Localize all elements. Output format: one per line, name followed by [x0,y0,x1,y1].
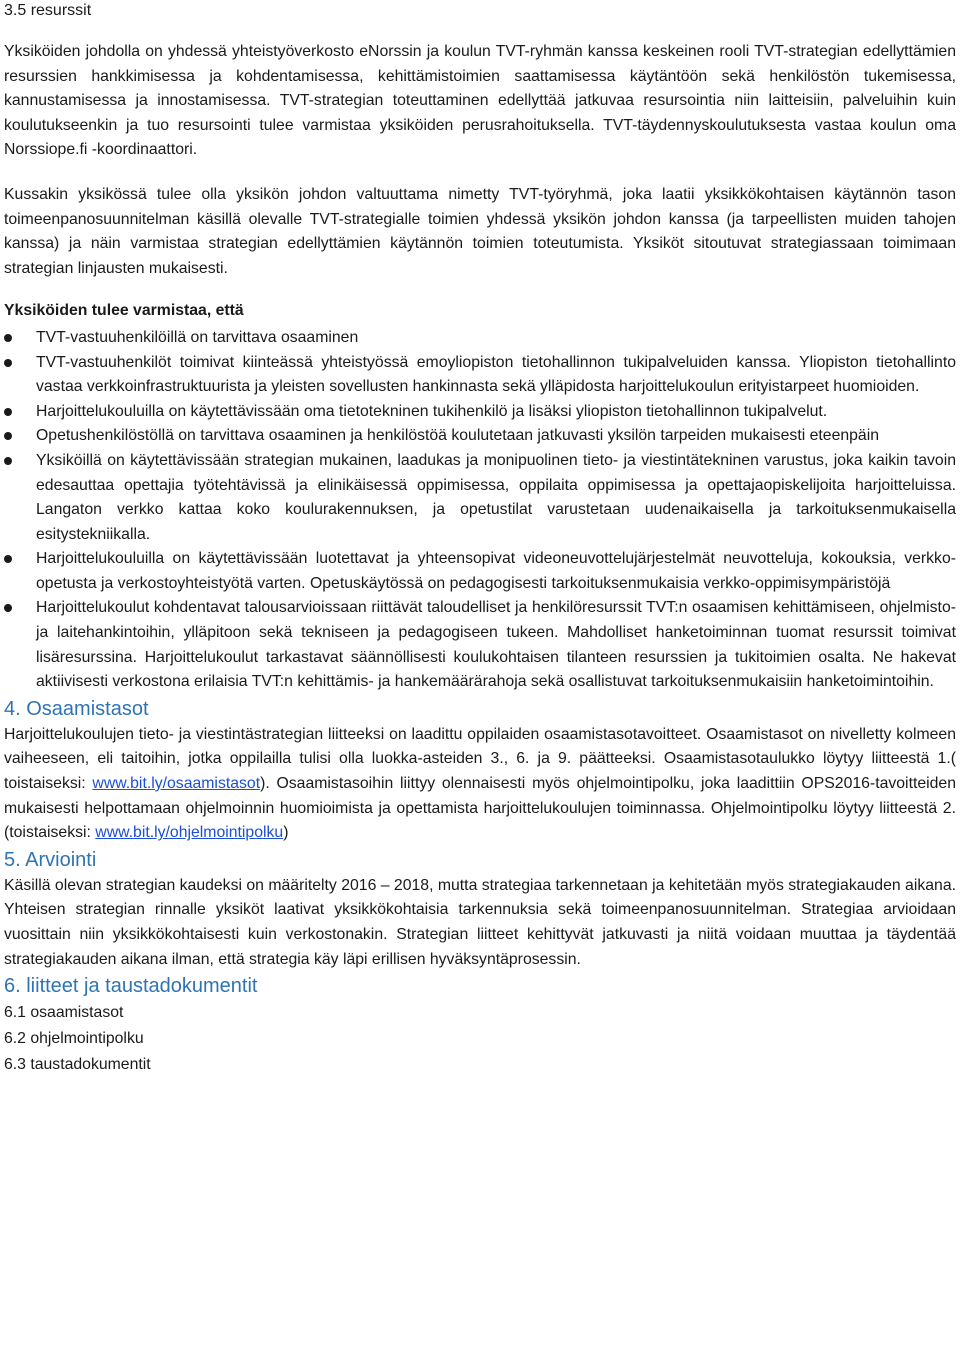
ohjelmointipolku-link[interactable]: www.bit.ly/ohjelmointipolku [95,824,284,842]
osaamistasot-paragraph [4,723,956,846]
section-heading-arviointi: 5. Arviointi [4,848,97,871]
osaamistasot-text-b: ). Osaamistasoihin liittyy olennaisesti myös ohjelmointipolku, joka laadittiin OPS2016-tavoitteiden mukaisesti helpottamaan ohjelmoinnin huomioimista ja opettamista harjoittelukoulujen toiminnassa. Ohjelmointipolku löytyy liitteestä 2. (toistaiseksi: [4,775,956,842]
bullet-icon [4,604,12,612]
attachment-item: 6.3 taustadokumentit [4,1056,151,1074]
attachment-item: 6.1 osaamistasot [4,1004,124,1022]
list-item [4,547,956,596]
bullet-icon [4,457,12,465]
bullet-icon [4,555,12,563]
requirements-lead: Yksiköiden tulee varmistaa, että [4,302,244,320]
osaamistasot-text-c: ) [283,824,289,842]
list-item-text: Harjoittelukouluilla on käytettävissään oma tietotekninen tukihenkilö ja lisäksi yliopiston tietohallinnon tukipalvelut. [36,402,828,420]
list-item-text: Yksiköillä on käytettävissään strategian mukainen, laadukas ja monipuolinen tieto- ja viestintätekninen varustus, joka kaikin tavoin edesauttaa opettajia työtehtävissä ja elinikäisessä oppimisessa, oppilaita oppimisessa ja opettajaopiskelijoita harjoitteluissa. Langaton verkko kattaa koko koulurakennuksen, ja opetustilat varustetaan uudenaikaisella ja tarkoituksenmukaisella esitystekniikalla. [36,451,956,543]
document-page [4,0,956,1078]
section-heading-liitteet: 6. liitteet ja taustadokumentit [4,975,258,998]
list-item-text: Harjoittelukoulut kohdentavat talousarvioissaan riittävät taloudelliset ja henkilöresurssit TVT:n osaamisen kehittämiseen, ohjelmisto- ja laitehankintoihin, ylläpitoon sekä tekniseen ja pedagogiseen tukeen. Mahdolliset hanketoiminnan tuomat resurssit toimivat lisäresurssina. Harjoittelukoulut tarkastavat säännöllisesti koulukohtaisen tilanteen resurssien ja tukitoimien osalta. Ne hakevat aktiivisesti verkostona erilaisia TVT:n kehittämis- ja hankemäärärahoja sekä osallistuvat tarkoituksenmukaisiin hanketoimintoihin. [36,599,956,691]
osaamistasot-text-a: Harjoittelukoulujen tieto- ja viestintästrategian liitteeksi on laadittu oppilaiden osaamistasotavoitteet. Osaamistasot on nivelletty kolmeen vaiheeseen, eli taitoihin, jotka oppilailla tulisi olla luokka-asteiden 3., 6. ja 9. päätteeksi. Osaamistasotaulukko löytyy liitteestä 1.( toistaiseksi: [4,725,956,793]
bullet-icon [4,432,12,440]
section-heading-osaamistasot: 4. Osaamistasot [4,697,149,720]
list-item [4,351,956,400]
attachment-item: 6.2 ohjelmointipolku [4,1030,144,1048]
list-item [4,424,956,449]
list-item-text: TVT-vastuuhenkilöillä on tarvittava osaaminen [36,328,359,346]
arviointi-paragraph: Käsillä olevan strategian kaudeksi on määritelty 2016 – 2018, mutta strategiaa tarkennetaan ja kehitetään myös strategiakauden aikana. Yhteisen strategian rinnalle yksiköt laativat yksikkökohtaisia tarkennuksia sekä toimeenpanosuunnitelman. Strategiaa arvioidaan vuosittain niin yksikkökohtaisesti kuin verkostonakin. Strategian liitteet kehittyvät jatkuvasti ja niitä voidaan muuttaa ja täydentää strategiakauden aikana ilman, että strategia käy läpi erillisen hyväksyntäprosessin. [4,876,956,968]
requirements-list [4,326,956,695]
list-item-text: Harjoittelukouluilla on käytettävissään luotettavat ja yhteensopivat videoneuvottelujärjestelmät neuvotteluja, kokouksia, verkko-opetusta ja verkostoyhteistyötä varten. Opetuskäytössä on pedagogisesti tarkoituksenmukaisia verkko-oppimisympäristöjä [36,550,956,592]
list-item [4,449,956,547]
bullet-icon [4,408,12,416]
osaamistasot-link[interactable]: www.bit.ly/osaamistasot [92,775,261,793]
resources-paragraph-2: Kussakin yksikössä tulee olla yksikön johdon valtuuttama nimetty TVT-työryhmä, joka laatii yksikkökohtaisen käytännön tason toimeenpanosuunnitelman käsillä olevalle TVT-strategialle toimien yhdessä yksikön johdon kanssa (ja tarpeellisten muiden tahojen kanssa) ja näin varmistaa strategian edellyttämien käytännön toimien toteutumista. Yksiköt sitoutuvat strategiassaan toimimaan strategian linjausten mukaisesti. [4,185,956,277]
resources-paragraph-1: Yksiköiden johdolla on yhdessä yhteistyöverkosto eNorssin ja koulun TVT-ryhmän kanssa keskeinen rooli TVT-strategian edellyttämien resurssien hankkimisessa ja kohdentamisessa, kehittämistoimien saattamisessa käytäntöön sekä henkilöstön tukemisessa, kannustamisessa ja innostamisessa. TVT-strategian toteuttaminen edellyttää jatkuvaa resursointia niin laitteisiin, palveluihin kuin koulutukseenkin ja tuo resursointi tulee varmistaa yksiköiden perusrahoituksella. TVT-täydennyskoulutuksesta vastaa koulun oma Norssiope.fi -koordinaattori. [4,43,956,159]
list-item-text: TVT-vastuuhenkilöt toimivat kiinteässä yhteistyössä emoyliopiston tietohallinnon tukipalveluiden kanssa. Yliopiston tietohallinto vastaa verkkoinfrastruktuurista ja yleisten sovellusten hankinnasta sekä ylläpidosta harjoittelukoulun erityistarpeet huomioiden. [36,353,956,396]
list-item [4,400,956,425]
bullet-icon [4,359,12,367]
list-item-text: Opetushenkilöstöllä on tarvittava osaaminen ja henkilöstöä koulutetaan jatkuvasti yksilön tarpeiden mukaisesti eteenpäin [36,427,880,445]
section-title-resources: 3.5 resurssit [4,2,92,19]
list-item [4,596,956,694]
bullet-icon [4,334,12,342]
list-item [4,326,956,351]
